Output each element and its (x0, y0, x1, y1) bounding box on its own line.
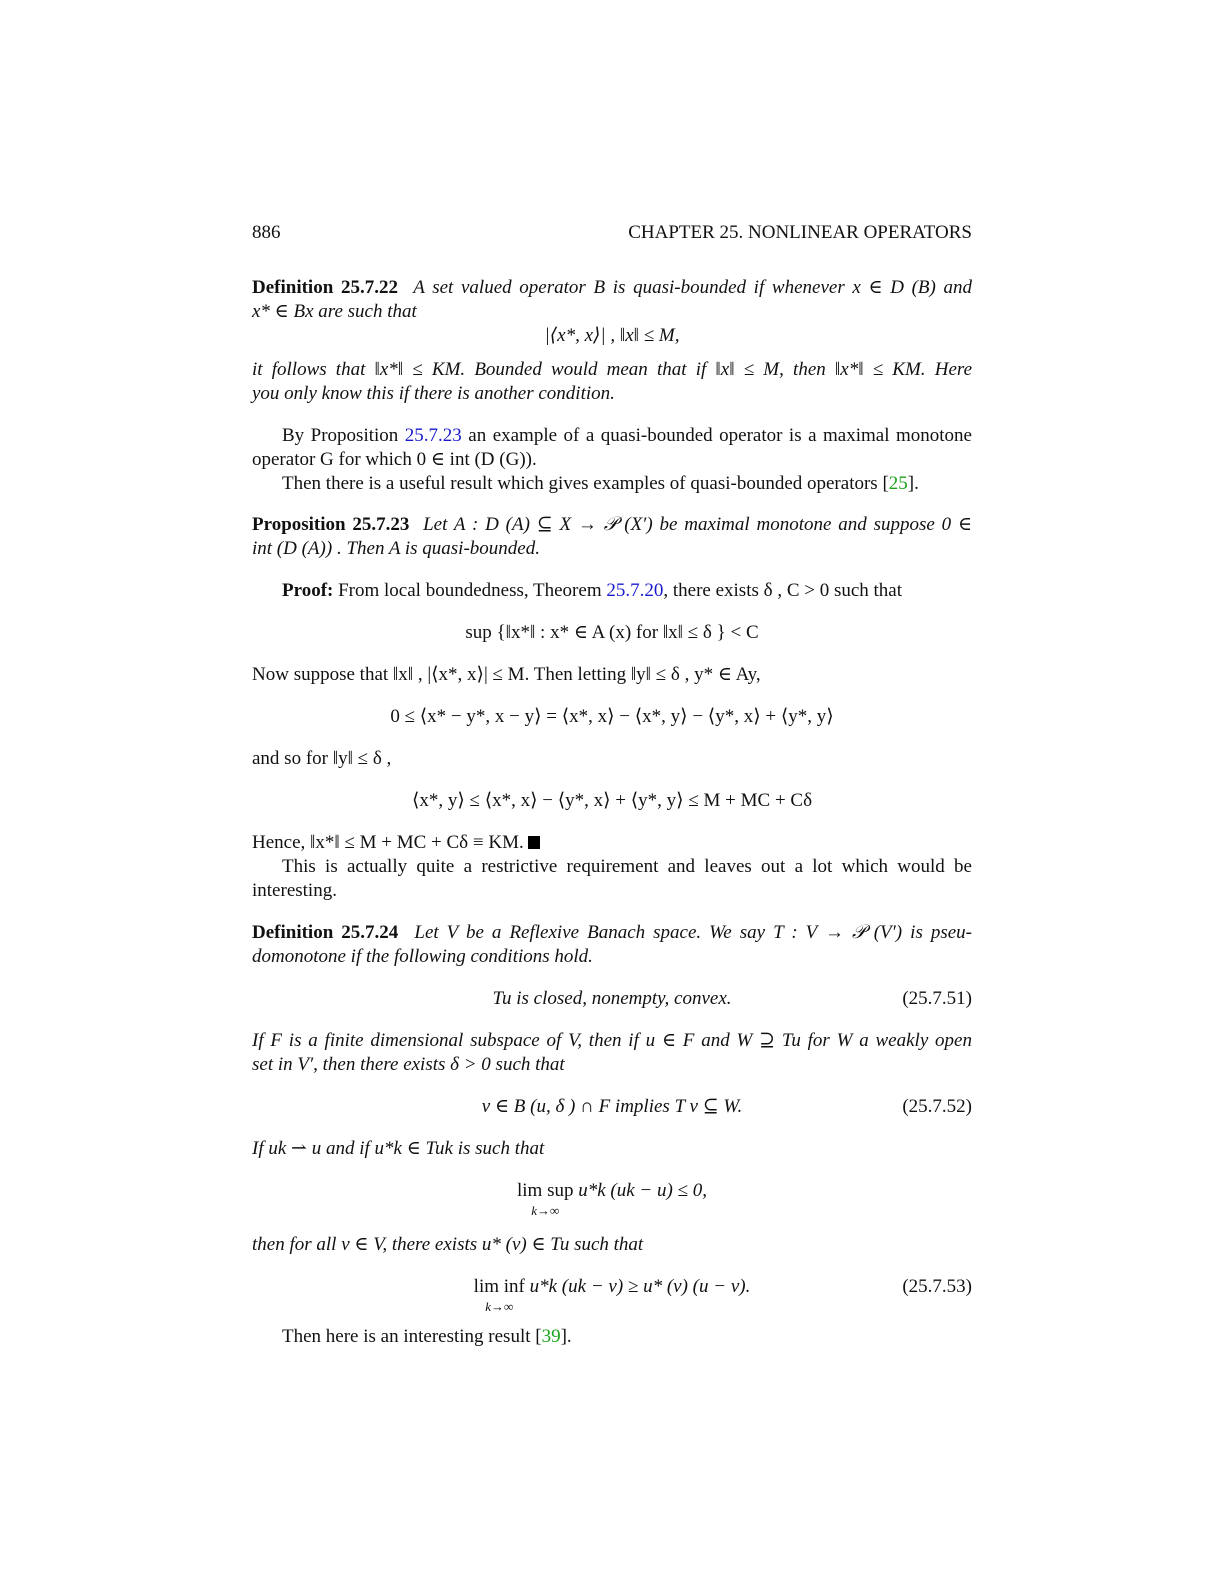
proposition-text: Let A : D (A) ⊆ X → 𝒫 (X′) be maximal monotone and suppose 0 ∈ (423, 514, 973, 535)
ref-link-theorem[interactable]: 25.7.20 (606, 580, 664, 601)
display-equation: |⟨x*, x⟩| , ‖x‖ ≤ M, (544, 325, 680, 346)
display-equation-limsup (252, 1179, 972, 1218)
limsup-operator (516, 1179, 574, 1218)
definition-label: Definition 25.7.22 (252, 277, 398, 298)
equation-text: u*k (uk − u) ≤ 0, (573, 1180, 707, 1201)
definition-line (252, 921, 972, 945)
definition-line (252, 276, 972, 300)
paragraph-line: interesting. (252, 880, 337, 901)
definition-line: then for all v ∈ V, there exists u* (v) ∈ Tu such that (252, 1234, 644, 1255)
limit-subscript: k→∞ (531, 1203, 560, 1218)
equation-25-7-53 (252, 1275, 972, 1314)
definition-line: If uk ⇀ u and if u*k ∈ Tuk is such that (252, 1138, 545, 1159)
equation-text: Tu is closed, nonempty, convex. (492, 988, 732, 1009)
definition-text: Let V be a Reflexive Banach space. We say T : V → 𝒫 (V′) is pseu- (414, 922, 973, 943)
chapter-title: CHAPTER 25. NONLINEAR OPERATORS (628, 222, 972, 243)
equation-number: (25.7.53) (902, 1276, 972, 1297)
definition-line: If F is a finite dimensional subspace of V, then if u ∈ F and W ⊇ Tu for W a weakly open (252, 1030, 972, 1051)
citation-link[interactable]: 39 (541, 1326, 561, 1347)
liminf-operator (473, 1275, 525, 1314)
text: From local boundedness, Theorem (333, 580, 607, 601)
equation-text: u*k (uk − v) ≥ u* (v) (u − v). (524, 1276, 751, 1297)
proposition-line (252, 513, 972, 537)
definition-text: A set valued operator B is quasi-bounded if whenever x ∈ D (B) and (413, 277, 973, 298)
display-equation: sup {‖x*‖ : x* ∈ A (x) for ‖x‖ ≤ δ } < C (465, 622, 759, 643)
definition-line: set in V′, then there exists δ > 0 such that (252, 1054, 565, 1075)
equation-25-7-51 (252, 987, 972, 1011)
definition-line: x* ∈ Bx are such that (252, 301, 417, 322)
equation-number: (25.7.52) (902, 1096, 972, 1117)
proof-label: Proof: (282, 580, 334, 601)
equation-number: (25.7.51) (902, 988, 972, 1009)
qed-square-icon (528, 836, 540, 849)
text: Then there is a useful result which gives examples of quasi-bounded operators [ (282, 473, 889, 494)
proof-line (252, 831, 972, 855)
definition-line: you only know this if there is another condition. (252, 383, 615, 404)
paragraph-line (252, 472, 972, 496)
proof-line: Now suppose that ‖x‖ , |⟨x*, x⟩| ≤ M. Then letting ‖y‖ ≤ δ , y* ∈ Ay, (252, 664, 761, 685)
page-number: 886 (252, 222, 281, 243)
display-equation: ⟨x*, y⟩ ≤ ⟨x*, x⟩ − ⟨y*, x⟩ + ⟨y*, y⟩ ≤ M + MC + Cδ (411, 790, 813, 811)
citation-link[interactable]: 25 (888, 473, 908, 494)
definition-label: Definition 25.7.24 (252, 922, 399, 943)
text: By Proposition (282, 425, 405, 446)
text: Then here is an interesting result [ (282, 1326, 542, 1347)
proposition-label: Proposition 25.7.23 (252, 514, 410, 535)
text: ]. (907, 473, 919, 494)
paragraph-line (252, 1325, 972, 1349)
ref-link-proposition[interactable]: 25.7.23 (404, 425, 462, 446)
limit-subscript: k→∞ (485, 1299, 514, 1314)
paragraph-line: operator G for which 0 ∈ int (D (G)). (252, 449, 537, 470)
definition-line: it follows that ‖x*‖ ≤ KM. Bounded would mean that if ‖x‖ ≤ M, then ‖x*‖ ≤ KM. Here (252, 359, 972, 380)
operator-text: lim inf (473, 1276, 525, 1297)
operator-text: lim sup (516, 1180, 574, 1201)
proof-line (252, 579, 972, 603)
equation-text: v ∈ B (u, δ ) ∩ F implies T v ⊆ W. (481, 1096, 743, 1117)
text: ]. (560, 1326, 572, 1347)
definition-line: domonotone if the following conditions hold. (252, 946, 593, 967)
proof-line: and so for ‖y‖ ≤ δ , (252, 748, 392, 769)
proposition-line: int (D (A)) . Then A is quasi-bounded. (252, 538, 540, 559)
paragraph-line (252, 424, 972, 448)
text: Hence, ‖x*‖ ≤ M + MC + Cδ ≡ KM. (252, 832, 524, 853)
page-header (252, 221, 972, 245)
equation-25-7-52 (252, 1095, 972, 1119)
display-equation: 0 ≤ ⟨x* − y*, x − y⟩ = ⟨x*, x⟩ − ⟨x*, y⟩ − ⟨y*, x⟩ + ⟨y*, y⟩ (390, 706, 834, 727)
text: an example of a quasi-bounded operator is a maximal monotone (461, 425, 972, 446)
text: , there exists δ , C > 0 such that (663, 580, 903, 601)
paragraph-line: This is actually quite a restrictive requirement and leaves out a lot which would be (282, 856, 972, 877)
